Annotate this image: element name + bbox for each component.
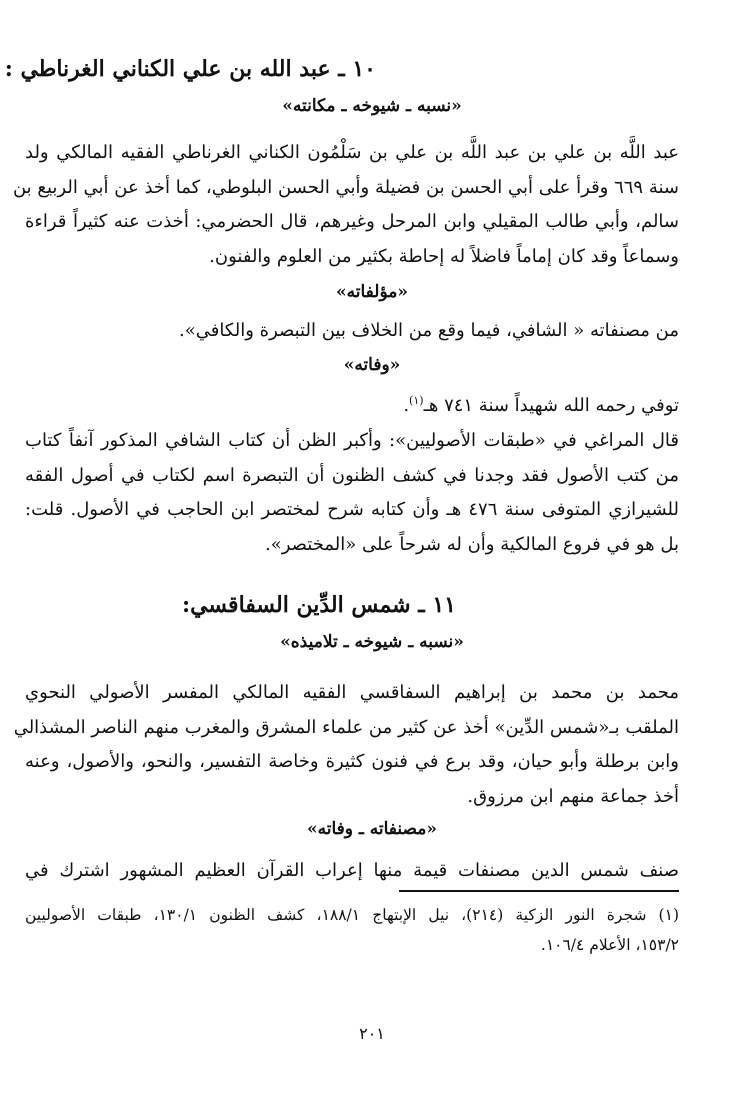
text-line [25,384,679,424]
entry-10-subheading-works: «مؤلفاته» [336,282,408,302]
text-line: صنف شمس الدين مصنفات قيمة منها إعراب القرآن العظيم المشهور اشترك في [25,860,679,881]
footnote-ref: (١) [409,394,424,407]
footnote-line: ١٥٣/٢، الأعلام ١٠٦/٤. [540,936,679,954]
entry-10-biography [12,136,679,274]
text-line: وسماعاً وقد كان إماماً فاضلاً له إحاطة بكثير من العلوم والفنون. [209,245,679,267]
text-line: محمد بن محمد بن إبراهيم السفاقسي الفقيه المالكي المفسر الأصولي النحوي [25,682,679,703]
entry-11-subheading-works: «مصنفاته ـ وفاته» [306,819,438,839]
footnote-line: (١) شجرة النور الزكية (٢١٤)، نيل الإبتهاج ١٨٨/١، كشف الظنون ١٣٠/١، طبقات الأصوليين [25,906,679,924]
entry-11-works [25,854,679,889]
entry-10-commentary [25,424,679,562]
text-line: الملقب بـ«شمس الدِّين» أخذ عن كثير من علماء المشرق والمغرب منهم الناصر المشذالي [13,716,679,738]
text-line: للشيرازي المتوفى سنة ٤٧٦ هـ وأن كتابه شرح لمختصر ابن الحاجب في الأصول. قلت: [25,499,679,520]
entry-10-death [25,384,679,424]
text-line: وابن برطلة وأبو حيان، وقد برع في فنون كثيرة وخاصة التفسير، والنحو، والأصول، وعنه [25,751,679,772]
footnote-divider [399,890,679,892]
text-line: بل هو في فروع المالكية وأن له شرحاً على «المختصر». [265,533,679,555]
text-line: أخذ جماعة منهم ابن مرزوق. [467,785,679,807]
text-line: عبد اللَّه بن علي بن عبد اللَّه بن علي بن سَلْمُون الكناني الغرناطي الفقيه المالكي ولد [25,142,679,163]
entry-11-subheading-lineage: «نسبه ـ شيوخه ـ تلاميذه» [280,632,464,652]
text-line: من مصنفاته « الشافي، فيما وقع من الخلاف بين التبصرة والكافي». [178,320,679,341]
death-text: توفي رحمه الله شهيداً سنة ٧٤١ هـ [423,395,679,416]
page-number: ٢٠١ [359,1024,385,1043]
footnote [25,900,679,960]
text-line: سنة ٦٦٩ وقرأ على أبي الحسن بن فضيلة وأبي الحسن البلوطي، كما أخذ عن أبي الربيع بن [12,176,679,198]
entry-10-heading: ١٠ ـ عبد الله بن علي الكناني الغرناطي : [4,56,376,82]
entry-11-biography [13,676,679,814]
entry-10-subheading-death: «وفاته» [343,355,401,375]
text-line: قال المراغي في «طبقات الأصوليين»: وأكبر الظن أن كتاب الشافي المذكور آنفاً كتاب [25,430,679,451]
entry-10-works [25,314,679,349]
text-line: سالم، وأبي طالب المقيلي وابن المرحل وغيرهم، قال الحضرمي: أخذت عنه كثيراً قراءة [25,211,679,232]
death-end: . [403,395,410,416]
entry-11-heading: ١١ ـ شمس الدِّين السفاقسي: [181,592,456,618]
text-line: من كتب الأصول فقد وجدنا في كشف الظنون أن التبصرة اسم لكتاب في أصول الفقه [25,464,679,486]
entry-10-subheading-lineage: «نسبه ـ شيوخه ـ مكانته» [282,96,462,116]
